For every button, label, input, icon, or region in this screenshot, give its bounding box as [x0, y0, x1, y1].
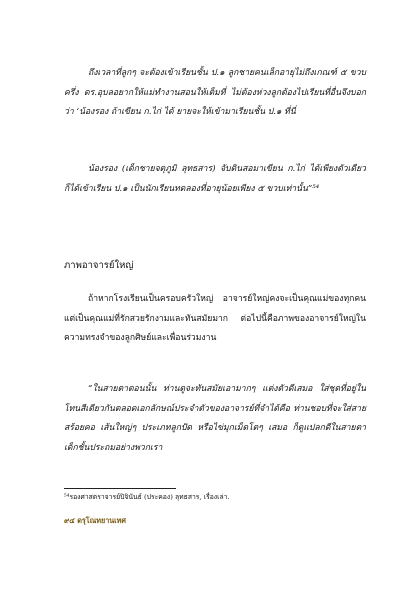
- paragraph-quote: “ในสายตาตอนนั้น ท่านดูจะทันสมัยเอามากๆ แต่งตัวดีเสมอ ใส่ชุดที่อยู่ในโทนสีเดียวกันตลอดเอกลักษณ์ประจำตัวของอาจารย์ที่จำได้คือ ท่านชอบที่จะใส่สายสร้อยคอ เส้นใหญ่ๆ ประเภทลูกปัด หรือไข่มุกเม็ดโตๆ เสมอ ก็ดูแปลกดีในสายตาเด็กชั้นประถมอย่างพวกเรา: [64, 384, 366, 453]
- paragraph-principal-image: ถ้าหากโรงเรียนเป็นครอบครัวใหญ่ อาจารย์ใหญ่คงจะเป็นคุณแม่ของทุกคน แต่เป็นคุณแม่ที่รักสวยรักงามและทันสมัยมาก ต่อไปนี้คือภาพของอาจารย์ใหญ่ในความทรงจำของลูกศิษย์และเพื่อนร่วมงาน: [64, 294, 366, 343]
- paragraph-intro: ถึงเวลาที่ลูกๆ จะต้องเข้าเรียนชั้น ป.๑ ลูกชายคนเล็กอายุไม่ถึงเกณฑ์ ๕ ขวบครึ่ง ดร.อุบลอยากให้แม่ทำงานสอนให้เต็มที่ ไม่ต้องห่วงลูกต้องไปเรียนที่อื่นจึงบอกว่า ‘น้องรอง ถ้าเขียน ก.ไก่ ได้ ยายจะให้เข้ามาเรียนชั้น ป.๑ ที่นี่: [64, 68, 366, 117]
- footnote-divider: [64, 488, 176, 489]
- paragraph-nong-rong: น้องรอง (เด็กชายจตุภูมิ ลุทธสาร) จับดินสอมาเขียน ก.ไก่ ได้เพียงตัวเดียว ก็ได้เข้าเรียน ป.๑ เป็นนักเรียนทดลองที่อายุน้อยเพียง ๕ ขวบเท่านั้น”⁵⁴: [64, 164, 366, 194]
- page-footer: ๙๔ ดรุโณทยานเทศ: [64, 516, 126, 525]
- footnote: ⁵⁴รองศาสตราจารย์ปิจินันธ์ (ประคอง) ลุทธสาร, เรื่องเล่า.: [64, 493, 230, 501]
- section-heading: ภาพอาจารย์ใหญ่: [64, 260, 134, 271]
